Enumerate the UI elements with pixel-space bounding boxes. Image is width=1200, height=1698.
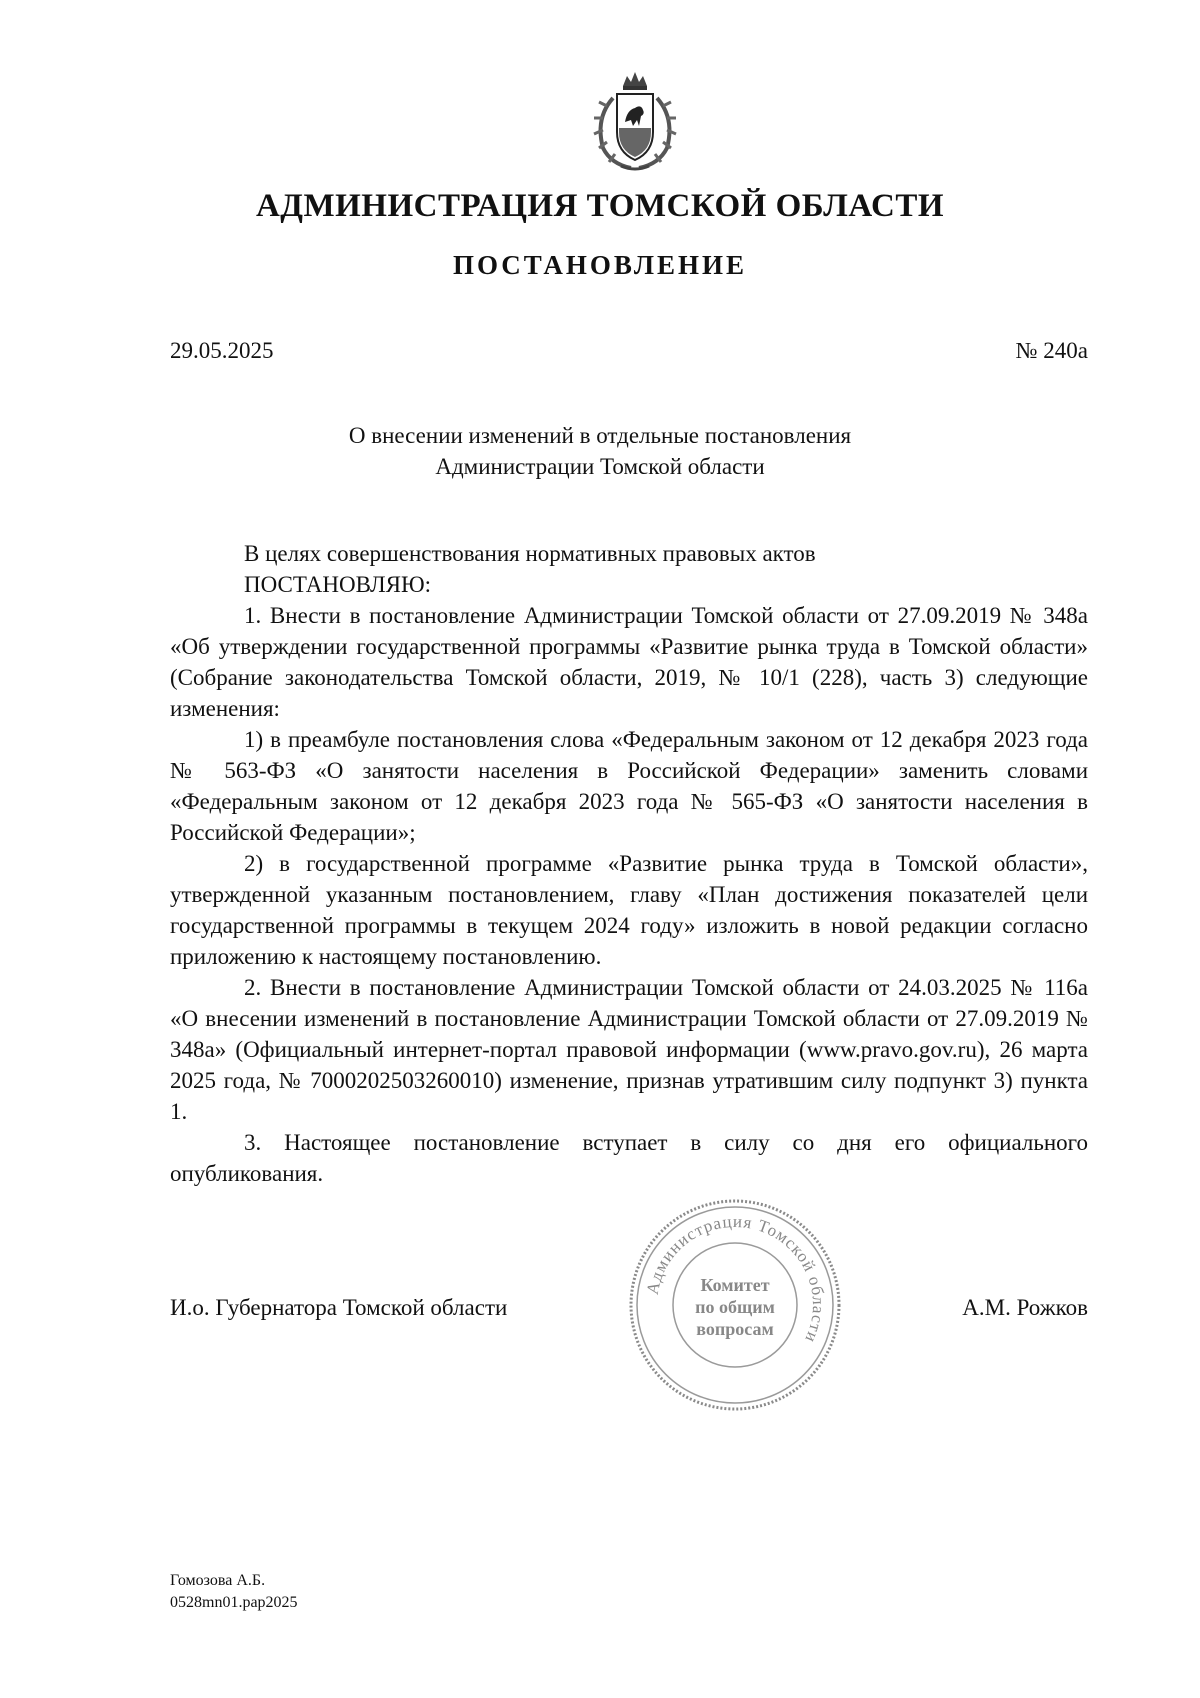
subject-line: Администрации Томской области: [435, 454, 765, 479]
file-code: 0528mn01.pap2025: [170, 1594, 298, 1611]
signer-name: А.М. Рожков: [962, 1295, 1088, 1320]
paragraph-1: 1. Внести в постановление Администрации Томской области от 27.09.2019 № 348а «Об утверждении государственной программы «Развитие рынка труда в Томской области» (Собрание законодательства Томской области, 2019, № 10/1 (228), часть 3) следующие изменения:: [170, 603, 1088, 721]
stamp-ring-text: Администрация Томской области: [642, 1211, 829, 1347]
stamp-center-line: Комитет: [700, 1275, 770, 1295]
footer: [170, 1570, 298, 1614]
decree-word: ПОСТАНОВЛЯЮ:: [244, 572, 432, 597]
signer-position: И.о. Губернатора Томской области: [170, 1295, 508, 1320]
paragraph-1-1: 1) в преамбуле постановления слова «Федеральным законом от 12 декабря 2023 года № 563-ФЗ «О занятости населения в Российской Федерации» заменить словами «Федеральным законом от 12 декабря 2023 года № 565-ФЗ «О занятости населения в Российской Федерации»;: [170, 727, 1088, 845]
document-body: [170, 538, 1088, 1189]
paragraph-1-2: 2) в государственной программе «Развитие рынка труда в Томской области», утвержденной указанным постановлением, главу «План достижения показателей цели государственной программы в текущем 2024 году» изложить в новой редакции согласно приложению к настоящему постановлению.: [170, 851, 1088, 969]
official-stamp: [625, 1195, 845, 1415]
executor-name: Гомозова А.Б.: [170, 1572, 266, 1589]
stamp-center-line: вопросам: [696, 1319, 774, 1339]
organization-title: АДМИНИСТРАЦИЯ ТОМСКОЙ ОБЛАСТИ: [255, 188, 945, 224]
stamp-center-line: по общим: [695, 1297, 775, 1317]
document-type: ПОСТАНОВЛЕНИЕ: [452, 250, 748, 280]
subject-line: О внесении изменений в отдельные постановления: [348, 423, 852, 448]
coat-of-arms-icon: [585, 70, 685, 172]
document-number: № 240а: [1015, 338, 1088, 363]
document-subject: [300, 420, 900, 482]
paragraph-3: 3. Настоящее постановление вступает в силу со дня его официального опубликования.: [170, 1130, 1088, 1186]
preamble: В целях совершенствования нормативных правовых актов: [244, 541, 816, 566]
document-date: 29.05.2025: [170, 338, 274, 363]
paragraph-2: 2. Внести в постановление Администрации Томской области от 24.03.2025 № 116а «О внесении изменений в постановление Администрации Томской области от 27.09.2019 № 348а» (Официальный интернет-портал правовой информации (www.pravo.gov.ru), 26 марта 2025 года, № 7000202503260010) изменение, признав утратившим силу подпункт 3) пункта 1.: [170, 975, 1088, 1124]
